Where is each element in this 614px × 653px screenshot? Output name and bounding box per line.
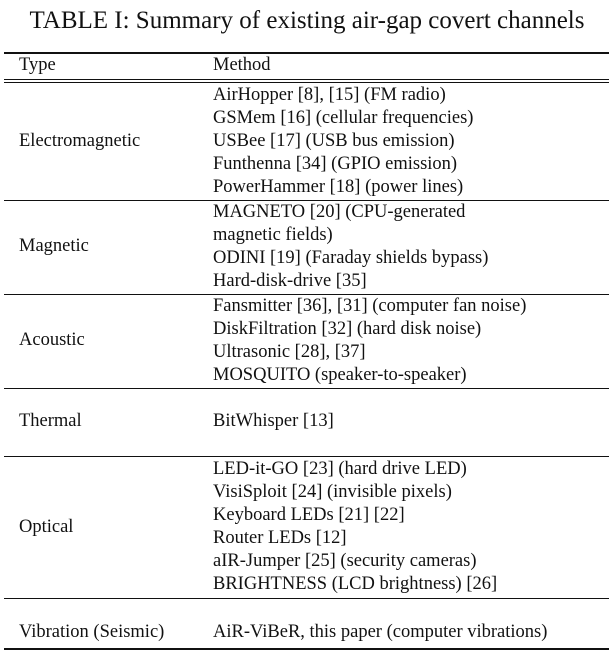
header-rule-second — [4, 82, 609, 83]
header-method: Method — [213, 55, 271, 75]
type-optical: Optical — [19, 517, 74, 537]
method-item: Ultrasonic [28], [37] — [213, 342, 366, 362]
table-caption: TABLE I: Summary of existing air-gap covert channels — [29, 7, 585, 34]
method-item: Hard-disk-drive [35] — [213, 271, 367, 291]
method-item: BitWhisper [13] — [213, 411, 334, 431]
method-item: LED-it-GO [23] (hard drive LED) — [213, 459, 467, 479]
method-item: AiR-ViBeR, this paper (computer vibrations) — [213, 622, 548, 642]
method-item: AirHopper [8], [15] (FM radio) — [213, 85, 446, 105]
method-item: Fansmitter [36], [31] (computer fan noise) — [213, 296, 527, 316]
bottom-rule — [4, 648, 609, 650]
method-item: VisiSploit [24] (invisible pixels) — [213, 482, 452, 502]
method-item: PowerHammer [18] (power lines) — [213, 177, 464, 197]
method-item: magnetic fields) — [213, 225, 333, 245]
type-acoustic: Acoustic — [19, 330, 85, 350]
group-rule — [4, 388, 609, 389]
method-item: GSMem [16] (cellular frequencies) — [213, 108, 474, 128]
method-item: DiskFiltration [32] (hard disk noise) — [213, 319, 482, 339]
method-item: aIR-Jumper [25] (security cameras) — [213, 551, 477, 571]
group-rule — [4, 456, 609, 457]
type-electromagnetic: Electromagnetic — [19, 131, 141, 151]
top-rule — [4, 52, 609, 54]
method-item: USBee [17] (USB bus emission) — [213, 131, 455, 151]
method-item: Router LEDs [12] — [213, 528, 347, 548]
method-item: Funthenna [34] (GPIO emission) — [213, 154, 458, 174]
type-thermal: Thermal — [19, 411, 82, 431]
header-type: Type — [19, 55, 56, 75]
type-vibration: Vibration (Seismic) — [19, 622, 165, 642]
method-item: BRIGHTNESS (LCD brightness) [26] — [213, 574, 498, 594]
group-rule — [4, 598, 609, 599]
method-item: MAGNETO [20] (CPU-generated — [213, 202, 466, 222]
header-rule — [4, 79, 609, 80]
type-magnetic: Magnetic — [19, 236, 89, 256]
method-item: ODINI [19] (Faraday shields bypass) — [213, 248, 489, 268]
method-item: MOSQUITO (speaker-to-speaker) — [213, 365, 467, 385]
method-item: Keyboard LEDs [21] [22] — [213, 505, 405, 525]
